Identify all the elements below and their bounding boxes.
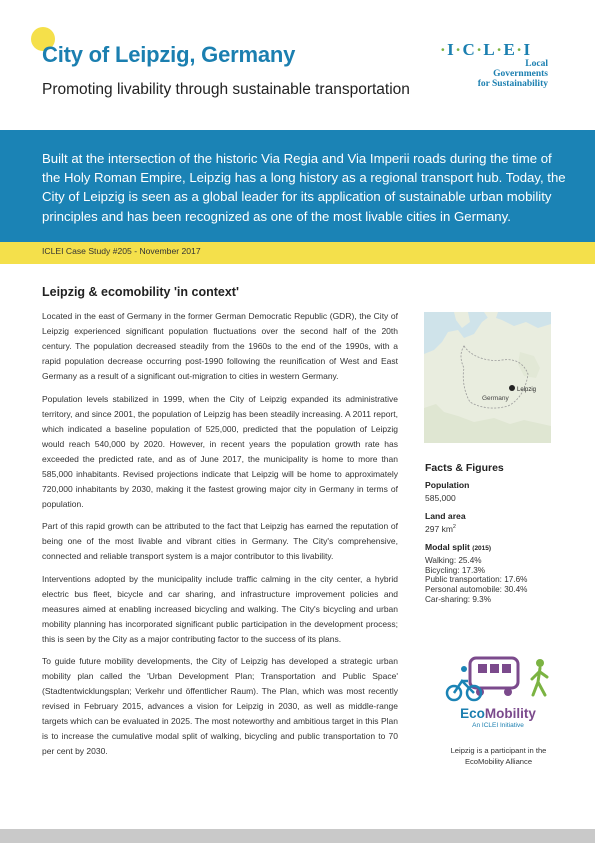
intro-text: Built at the intersection of the historic Via Regia and Via Imperii roads during the time of the Holy Roman Empire, Leipzig has a long history as a regional transport hub. Today, the City of Leipzig is seen as a global leader for its application of sustainable urban mobility principles and has been recognized as one of the most livable cities in Germany. [42, 151, 566, 224]
map-city-label: Leipzig [517, 387, 537, 393]
main-text [42, 309, 398, 767]
ecomobility-caption: Leipzig is a participant in the EcoMobility Alliance [450, 746, 547, 766]
iclei-logo-tagline: Local Governments for Sustainability [477, 59, 548, 89]
iclei-logo [440, 40, 558, 89]
intro-banner [0, 130, 595, 242]
modal-split-item: Car-sharing: 9.3% [425, 594, 491, 604]
modal-split-list [425, 556, 560, 605]
modal-split-item: Public transportation: 17.6% [425, 575, 528, 585]
facts-panel [425, 462, 560, 605]
paragraph: Interventions adopted by the municipality include traffic calming in the city center, a hybrid electric bus fleet, bicycle and car sharing, and infrastructure improvement policies and measures aimed at enabling increased bicycling and walking. The City's bicycling and urban mobility planning has incorporated significant public participation in the development process; this is seen by the City as a major contributing factor to the success of its plans. [42, 573, 398, 644]
location-map [424, 312, 551, 443]
iclei-logo-letters: ·I·C·L·E·I [440, 40, 532, 59]
land-area-value: 297 $km^2$ [425, 524, 456, 534]
paragraph: Part of this rapid growth can be attributed to the fact that Leipzig has earned the reputation of being one of the most livable and vibrant cities in Germany. The City's comprehensive, connected and reliable transport system is a major contributor to this livability. [42, 521, 398, 561]
modal-split-item: Personal automobile: 30.4% [425, 585, 528, 595]
modal-split-item: Bicycling: 17.3% [425, 565, 486, 575]
bottom-strip [0, 829, 595, 843]
facts-heading: Facts & Figures [425, 462, 504, 474]
population-label: Population [425, 480, 470, 490]
map-country-label: Germany [482, 395, 509, 402]
paragraph: To guide future mobility developments, the City of Leipzig has developed a strategic urban mobility plan called the 'Urban Development Plan; Transportation and Public Space' (Stadtentwicklungsplan; Verkehr und öffentlicher Raum). The Plan, which was most recently revised in February 2015, advances a vision for Leipzig in 2030, as well as middle-range targets which can be evaluated in 2025. The most noteworthy and ambitious target in this Plan is to increase the cumulative modal split of walking, bicycling and public transportation to 70 per cent by 2030. [42, 656, 398, 756]
paragraph: Population levels stabilized in 1999, when the City of Leipzig expanded its administrative territory, and since 2001, the population of Leipzig has been steadily increasing. A 2011 report, which indicated a baseline population of 525,000, predicted that the population of Leipzig would reach 540,000 by 2020. However, in recent years the population growth rate has exceeded the predicted rate, and as of June 2017, the municipality is home to more than 585,000 inhabitants. Revised projections indicate that Leipzig will be home to approximately 720,000 inhabitants by 2030, making it the fastest growing major city in Germany in terms of population. [42, 393, 398, 509]
ecomobility-tagline: An ICLEI Initiative [472, 722, 524, 729]
section-heading: Leipzig & ecomobility 'in context' [42, 285, 239, 299]
ecomobility-title: EcoMobility [460, 706, 536, 721]
paragraph: Located in the east of Germany in the former German Democratic Republic (GDR), the City of Leipzig experienced significant population fluctuations over the second half of the 20th century. The population decreased steadily from the 1960s to the end of the 1990s, with a rapid population decrease occurring post-1990 following the reunification of West and East Germany as a result of a significant out-migration to cities in western Germany. [42, 311, 398, 381]
page-subtitle: Promoting livability through sustainable transportation [42, 81, 410, 98]
map-graphic [424, 312, 551, 443]
population-value: 585,000 [425, 493, 456, 503]
land-area-label: Land area [425, 511, 466, 521]
page-title: City of Leipzig, Germany [42, 42, 296, 67]
modal-split-item: Walking: 25.4% [425, 556, 482, 565]
case-study-bar: ICLEI Case Study #205 - November 2017 [0, 242, 595, 264]
modal-split-label: Modal split (2015) [425, 542, 492, 552]
ecomobility-icon [440, 655, 556, 703]
ecomobility-logo [440, 655, 556, 729]
